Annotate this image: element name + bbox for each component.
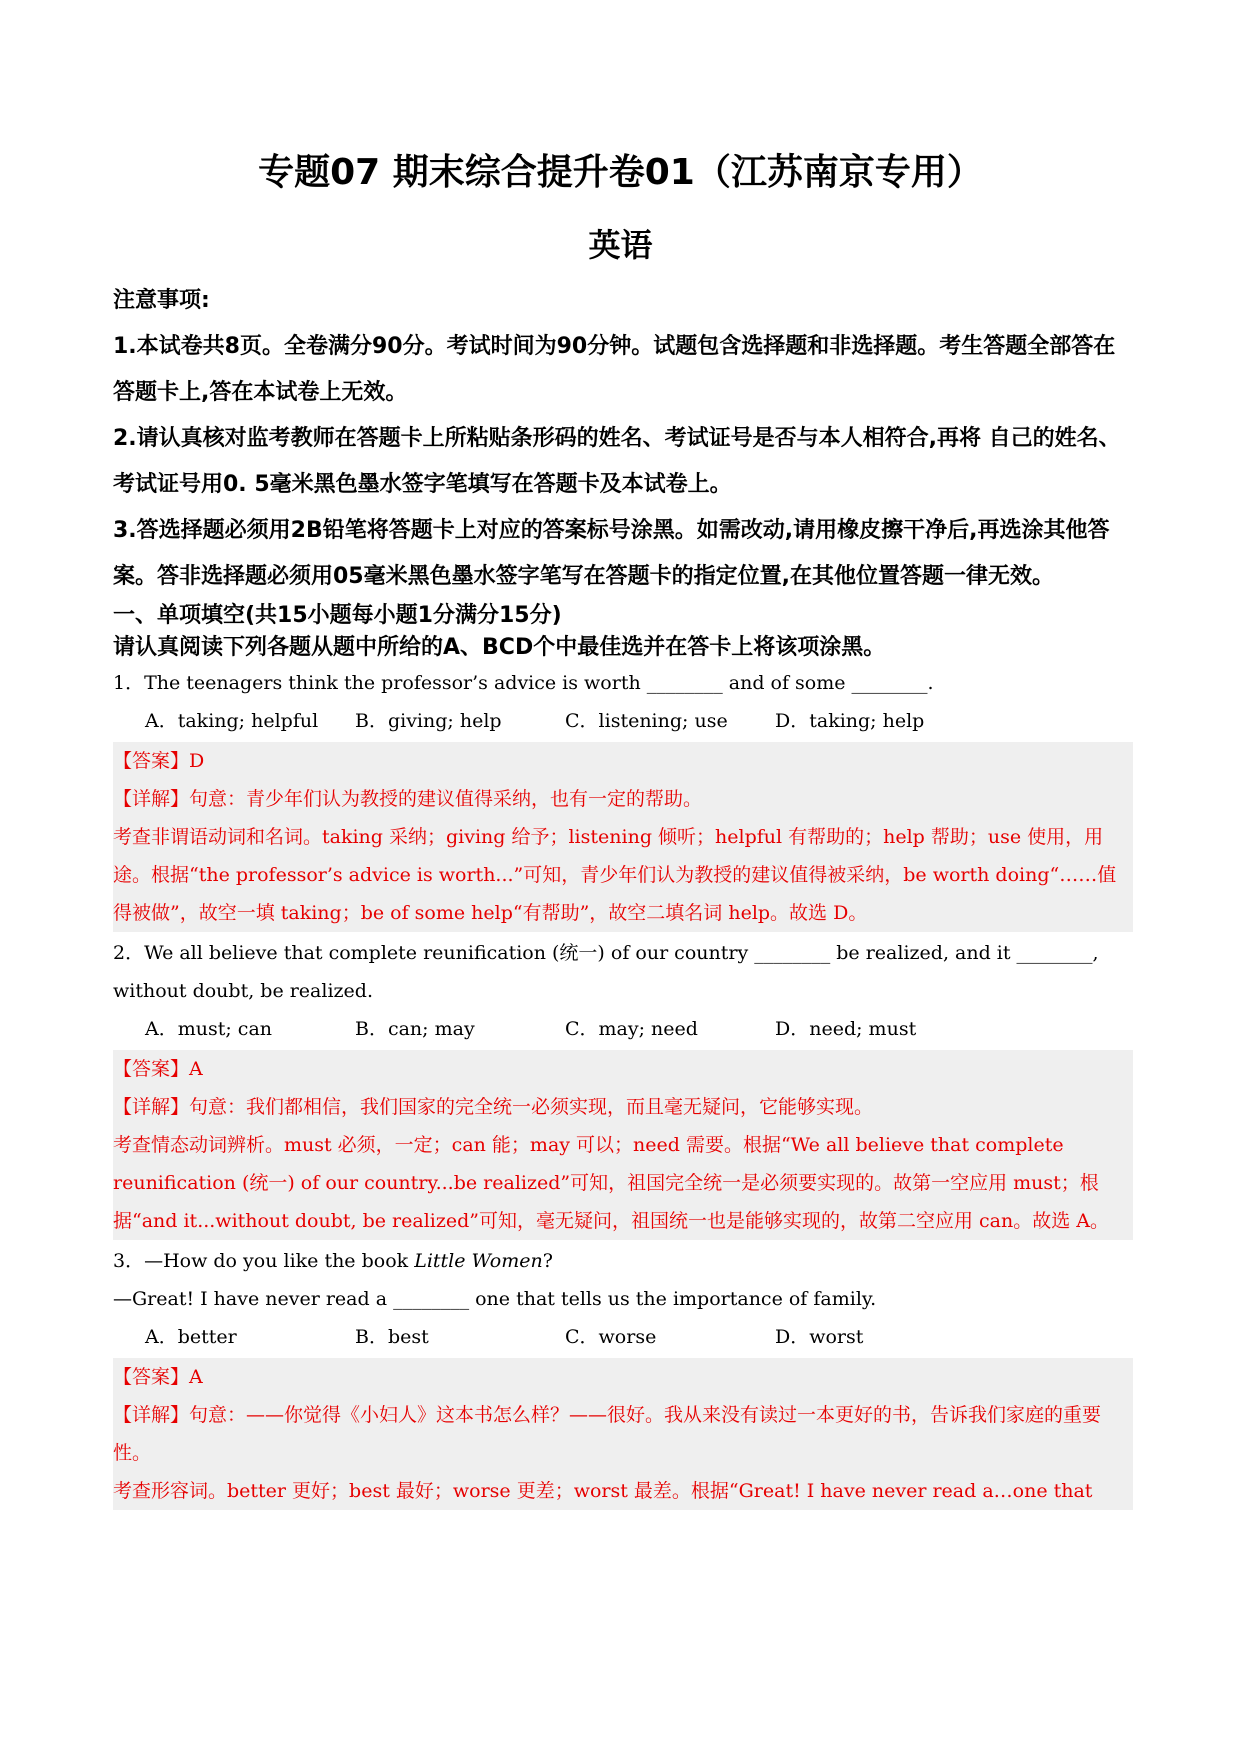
question-options — [113, 1010, 1133, 1048]
question-stem: 2．We all believe that complete reunification (统一) of our country ________ be realized, and it ________, without doubt, be realized. — [113, 942, 1099, 1002]
detail-label: 【详解】 — [113, 1404, 190, 1426]
option-b: B．best — [355, 1326, 429, 1348]
subject-title: 英语 — [588, 226, 653, 264]
option-b: B．giving; help — [355, 710, 502, 732]
question-stem — [113, 1242, 1133, 1280]
question-stem: 1．The teenagers think the professor’s advice is worth ________ and of some ________. — [113, 672, 934, 694]
option-a: A．taking; helpful — [145, 710, 319, 732]
stem-text: ? — [542, 1250, 553, 1272]
detail-analysis: 考查情态动词辨析。must 必须，一定；can 能；may 可以；need 需要。根据“We all believe that complete reunification (统一) of our country...be realized”可知，祖国完全统一是必须要实现的。故第一空应用 must；根据“and it...without doubt, be realized”可知，毫无疑问，祖国统一也是能够实现的，故第二空应用 can。故选 A。 — [113, 1134, 1109, 1232]
answer-label: 【答案】 — [113, 1058, 190, 1080]
option-c: C．worse — [565, 1326, 657, 1348]
detail-label: 【详解】 — [113, 1096, 190, 1118]
answer-line — [113, 1050, 1133, 1088]
detail-label: 【详解】 — [113, 788, 190, 810]
answer-block — [113, 1358, 1133, 1510]
notes-heading: 注意事项: — [113, 288, 210, 313]
detail-analysis: 考查非谓语动词和名词。taking 采纳；giving 给予；listening 倾听；helpful 有帮助的；help 帮助；use 使用，用途。根据“the professor’s advice is worth...”可知，青少年们认为教授的建议值得被采纳，be worth doing“……值得被做”，故空一填 taking；be of some help“有帮助”，故空二填名词 help。故选 D。 — [113, 826, 1117, 924]
question-options — [113, 1318, 1133, 1356]
answer-block — [113, 1050, 1133, 1240]
document-body — [113, 278, 1133, 1512]
option-d: D．need; must — [775, 1018, 917, 1040]
answer-line — [113, 742, 1133, 780]
detail-meaning: 句意：我们都相信，我们国家的完全统一必须实现，而且毫无疑问，它能够实现。 — [189, 1096, 874, 1118]
detail-line — [113, 1396, 1133, 1472]
option-a: A．must; can — [145, 1018, 273, 1040]
detail-meaning: 句意：青少年们认为教授的建议值得采纳，也有一定的帮助。 — [189, 788, 703, 810]
question-options — [113, 702, 1133, 740]
answer-label: 【答案】 — [113, 750, 190, 772]
section-instruction: 请认真阅读下列各题从题中所给的A、BCD个中最佳选并在答卡上将该项涂黑。 — [113, 635, 886, 660]
answer-label: 【答案】 — [113, 1366, 190, 1388]
answer-value: A — [189, 1058, 203, 1080]
detail-meaning: 句意：——你觉得《小妇人》这本书怎么样？——很好。我从来没有读过一本更好的书，告诉我们家庭的重要性。 — [113, 1404, 1102, 1464]
detail-analysis: 考查形容词。better 更好；best 最好；worse 更差；worst 最差。根据“Great! I have never read a…one that — [113, 1480, 1093, 1502]
note-item: 3.答选择题必须用2B铅笔将答题卡上对应的答案标号涂黑。如需改动,请用橡皮擦干净后,再选涂其他答案。答非选择题必须用05毫米黑色墨水签字笔写在答题卡的指定位置,在其他位置答题一律无效。 — [113, 518, 1110, 589]
option-a: A．better — [145, 1326, 237, 1348]
detail-line — [113, 1088, 1133, 1126]
note-item: 1.本试卷共8页。全卷满分90分。考试时间为90分钟。试题包含选择题和非选择题。考生答题全部答在答题卡上,答在本试卷上无效。 — [113, 334, 1116, 405]
option-d: D．taking; help — [775, 710, 925, 732]
option-d: D．worst — [775, 1326, 864, 1348]
option-b: B．can; may — [355, 1018, 475, 1040]
answer-value: D — [189, 750, 205, 772]
section-title: 一、单项填空(共15小题每小题1分满分15分) — [113, 603, 562, 628]
option-c: C．may; need — [565, 1018, 698, 1040]
answer-line — [113, 1358, 1133, 1396]
detail-line — [113, 780, 1133, 818]
answer-value: A — [189, 1366, 203, 1388]
question-stem-reply: —Great! I have never read a ________ one that tells us the importance of family. — [113, 1288, 877, 1310]
answer-block — [113, 742, 1133, 932]
note-item: 2.请认真核对监考教师在答题卡上所粘贴条形码的姓名、考试证号是否与本人相符合,再将 自己的姓名、考试证号用0. 5毫米黑色墨水签字笔填写在答题卡及本试卷上。 — [113, 426, 1121, 497]
option-c: C．listening; use — [565, 710, 728, 732]
page-title: 专题07 期末综合提升卷01（江苏南京专用） — [258, 152, 983, 193]
stem-text: 3．—How do you like the book — [113, 1250, 415, 1272]
book-title: Little Women — [414, 1250, 543, 1272]
